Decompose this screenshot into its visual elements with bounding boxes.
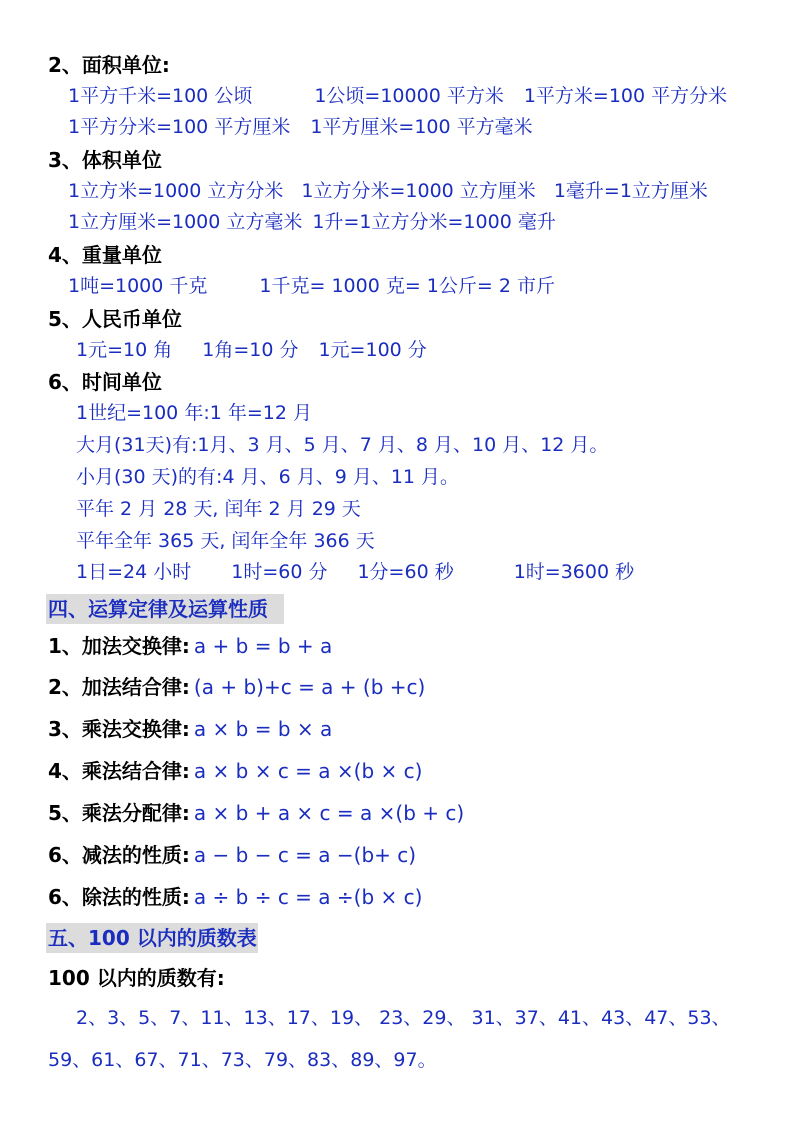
primes-line-2: 59、61、67、71、73、79、83、89、97。 (48, 1049, 437, 1071)
law-row (48, 717, 332, 741)
time-fact: 1时=60 分 (231, 561, 328, 583)
time-units-line-4: 平年 2 月 28 天, 闰年 2 月 29 天 (76, 498, 361, 520)
law-label: 5、乘法分配律: (48, 801, 190, 825)
volume-units-line-1 (68, 180, 708, 203)
time-units-line-3: 小月(30 天)的有:4 月、6 月、9 月、11 月。 (76, 466, 460, 488)
law-label: 1、加法交换律: (48, 634, 190, 658)
weight-units-line (68, 275, 555, 298)
money-units-heading: 5、人民币单位 (48, 307, 182, 331)
weight-fact: 1吨=1000 千克 (68, 275, 208, 297)
time-fact: 1分=60 秒 (357, 561, 454, 583)
law-row (48, 675, 425, 699)
area-units-line-2 (68, 116, 533, 139)
volume-units-heading: 3、体积单位 (48, 148, 162, 172)
laws-section-heading: 四、运算定律及运算性质 (48, 597, 268, 621)
time-units-line-5: 平年全年 365 天, 闰年全年 366 天 (76, 530, 375, 552)
law-row (48, 801, 464, 825)
area-fact: 1平方厘米=100 平方毫米 (310, 116, 533, 138)
time-units-line-1: 1世纪=100 年:1 年=12 月 (76, 402, 312, 424)
time-fact: 1时=3600 秒 (513, 561, 635, 583)
law-formula: a × b × c = a ×(b × c) (193, 759, 423, 783)
money-fact: 1角=10 分 (202, 339, 299, 361)
law-formula: a + b = b + a (193, 634, 333, 658)
area-fact: 1平方千米=100 公顷 (68, 85, 253, 107)
money-fact: 1元=10 角 (76, 339, 173, 361)
primes-line-1: 2、3、5、7、11、13、17、19、 23、29、 31、37、41、43、47、53、 (76, 1007, 731, 1029)
law-row (48, 843, 416, 867)
law-label: 2、加法结合律: (48, 675, 190, 699)
law-label: 6、减法的性质: (48, 843, 190, 867)
money-fact: 1元=100 分 (318, 339, 427, 361)
area-fact: 1平方分米=100 平方厘米 (68, 116, 291, 138)
time-units-line-6 (76, 561, 634, 584)
area-fact: 1公顷=10000 平方米 (314, 85, 504, 107)
law-formula: (a + b)+c = a + (b +c) (193, 675, 426, 699)
weight-units-heading: 4、重量单位 (48, 243, 162, 267)
weight-fact: 1千克= 1000 克= 1公斤= 2 市斤 (259, 275, 555, 297)
law-row (48, 885, 422, 909)
law-row (48, 634, 332, 658)
law-formula: a × b = b × a (193, 717, 333, 741)
volume-fact: 1立方厘米=1000 立方毫米 (68, 211, 303, 233)
law-row (48, 759, 422, 783)
law-label: 3、乘法交换律: (48, 717, 190, 741)
volume-fact: 1毫升=1立方厘米 (553, 180, 708, 202)
primes-section-heading: 五、100 以内的质数表 (48, 926, 257, 950)
volume-fact: 1立方分米=1000 立方厘米 (301, 180, 536, 202)
area-units-heading: 2、面积单位: (48, 53, 170, 77)
area-units-line-1 (68, 85, 727, 108)
area-fact: 1平方米=100 平方分米 (523, 85, 728, 107)
time-fact: 1日=24 小时 (76, 561, 192, 583)
volume-fact: 1立方米=1000 立方分米 (68, 180, 284, 202)
law-formula: a × b + a × c = a ×(b + c) (193, 801, 465, 825)
law-label: 6、除法的性质: (48, 885, 190, 909)
law-label: 4、乘法结合律: (48, 759, 190, 783)
money-units-line (76, 339, 427, 362)
time-units-line-2: 大月(31天)有:1月、3 月、5 月、7 月、8 月、10 月、12 月。 (76, 434, 609, 456)
law-formula: a − b − c = a −(b+ c) (193, 843, 417, 867)
volume-fact: 1升=1立方分米=1000 毫升 (312, 211, 556, 233)
law-formula: a ÷ b ÷ c = a ÷(b × c) (193, 885, 423, 909)
primes-intro: 100 以内的质数有: (48, 966, 225, 990)
volume-units-line-2 (68, 211, 556, 234)
time-units-heading: 6、时间单位 (48, 370, 162, 394)
